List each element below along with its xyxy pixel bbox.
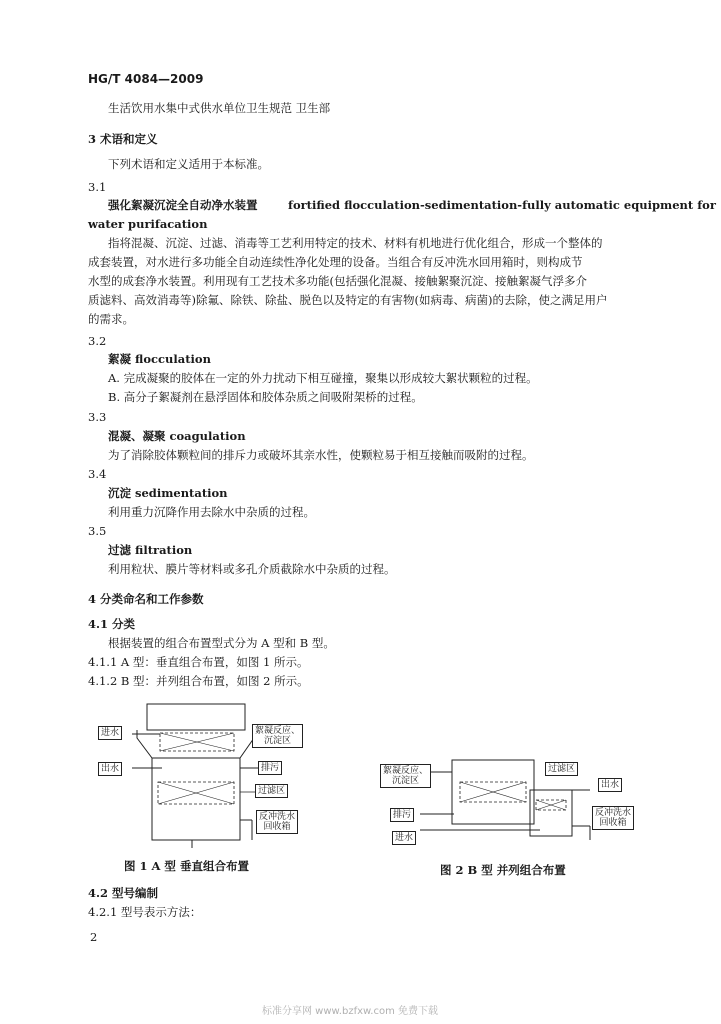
section-4-1-heading: 4.1 分类 bbox=[88, 617, 136, 631]
fig1-drain-label: 排污 bbox=[258, 761, 282, 775]
term-3-3-def: 为了消除胶体颗粒间的排斥力或破坏其亲水性，使颗粒易于相互接触而吸附的过程。 bbox=[108, 448, 534, 462]
term-3-3-title: 混凝、凝聚 coagulation bbox=[108, 429, 246, 443]
standard-code: HG/T 4084—2009 bbox=[88, 72, 204, 86]
page-number: 2 bbox=[90, 930, 98, 944]
section-4-heading: 4 分类命名和工作参数 bbox=[88, 592, 204, 606]
term-3-2-def-a: A. 完成凝聚的胶体在一定的外力扰动下相互碰撞，聚集以形成较大絮状颗粒的过程。 bbox=[108, 371, 538, 385]
term-3-1-def-line3: 水型的成套净水装置。利用现有工艺技术多功能(包括强化混凝、接触絮聚沉淀、接触絮凝气浮多介 bbox=[88, 274, 587, 288]
watermark-footer: 标准分享网 www.bzfxw.com 免费下载 bbox=[262, 1006, 438, 1017]
fig1-floc-zone-label: 絮凝反应、 沉淀区 bbox=[252, 724, 303, 748]
section-4-2-1: 4.2.1 型号表示方法： bbox=[88, 905, 202, 919]
term-3-4-number: 3.4 bbox=[88, 467, 107, 481]
fig2-drain-label: 排污 bbox=[390, 808, 414, 822]
term-3-5-def: 利用粒状、膜片等材料或多孔介质截除水中杂质的过程。 bbox=[108, 562, 396, 576]
term-3-1-cn: 强化絮凝沉淀全自动净水装置 bbox=[108, 198, 258, 212]
term-3-5-number: 3.5 bbox=[88, 524, 107, 538]
term-3-1-def-line4: 质滤料、高效消毒等)除氟、除铁、除盐、脱色以及特定的有害物(如病毒、病菌)的去除，使之满足用户 bbox=[88, 293, 608, 307]
term-3-1-en-line1: fortified flocculation-sedimentation-fully automatic equipment for bbox=[288, 198, 716, 212]
fig2-inlet-label: 进水 bbox=[392, 831, 416, 845]
reference-line: 生活饮用水集中式供水单位卫生规范 卫生部 bbox=[108, 101, 331, 115]
section-4-1-1: 4.1.1 A 型：垂直组合布置，如图 1 所示。 bbox=[88, 655, 309, 669]
term-3-1-def-line1: 指将混凝、沉淀、过滤、消毒等工艺利用特定的技术、材料有机地进行优化组合，形成一个整体的 bbox=[108, 236, 603, 250]
term-3-4-title: 沉淀 sedimentation bbox=[108, 486, 228, 500]
fig1-caption: 图 1 A 型 垂直组合布置 bbox=[124, 859, 249, 873]
section-4-1-2: 4.1.2 B 型：并列组合布置，如图 2 所示。 bbox=[88, 674, 309, 688]
section-4-1-text: 根据装置的组合布置型式分为 A 型和 B 型。 bbox=[108, 636, 335, 650]
term-3-1-def-line2: 成套装置，对水进行多功能全自动连续性净化处理的设备。当组合有反冲洗水回用箱时，则构成节 bbox=[88, 255, 583, 269]
fig1-outlet-label: 出水 bbox=[98, 762, 122, 776]
fig1-filter-zone-label: 过滤区 bbox=[255, 784, 288, 798]
term-3-1-en-line2: water purifacation bbox=[88, 217, 208, 231]
fig1-inlet-label: 进水 bbox=[98, 726, 122, 740]
fig2-filter-zone-label: 过滤区 bbox=[545, 762, 578, 776]
section-3-heading: 3 术语和定义 bbox=[88, 132, 158, 146]
fig2-caption: 图 2 B 型 并列组合布置 bbox=[440, 863, 566, 877]
term-3-4-def: 利用重力沉降作用去除水中杂质的过程。 bbox=[108, 505, 315, 519]
term-3-1-def-line5: 的需求。 bbox=[88, 312, 134, 326]
fig2-floc-zone-label: 絮凝反应、 沉淀区 bbox=[380, 764, 431, 788]
term-3-1-number: 3.1 bbox=[88, 180, 107, 194]
fig1-backwash-label: 反冲洗水 回收箱 bbox=[256, 810, 298, 834]
section-4-2-heading: 4.2 型号编制 bbox=[88, 886, 159, 900]
fig2-backwash-label: 反冲洗水 回收箱 bbox=[592, 806, 634, 830]
section-3-intro: 下列术语和定义适用于本标准。 bbox=[108, 157, 269, 171]
term-3-5-title: 过滤 filtration bbox=[108, 543, 193, 557]
term-3-2-number: 3.2 bbox=[88, 334, 107, 348]
fig2-outlet-label: 出水 bbox=[598, 778, 622, 792]
term-3-2-title: 絮凝 flocculation bbox=[108, 352, 211, 366]
term-3-2-def-b: B. 高分子絮凝剂在悬浮固体和胶体杂质之间吸附架桥的过程。 bbox=[108, 390, 423, 404]
term-3-3-number: 3.3 bbox=[88, 410, 107, 424]
